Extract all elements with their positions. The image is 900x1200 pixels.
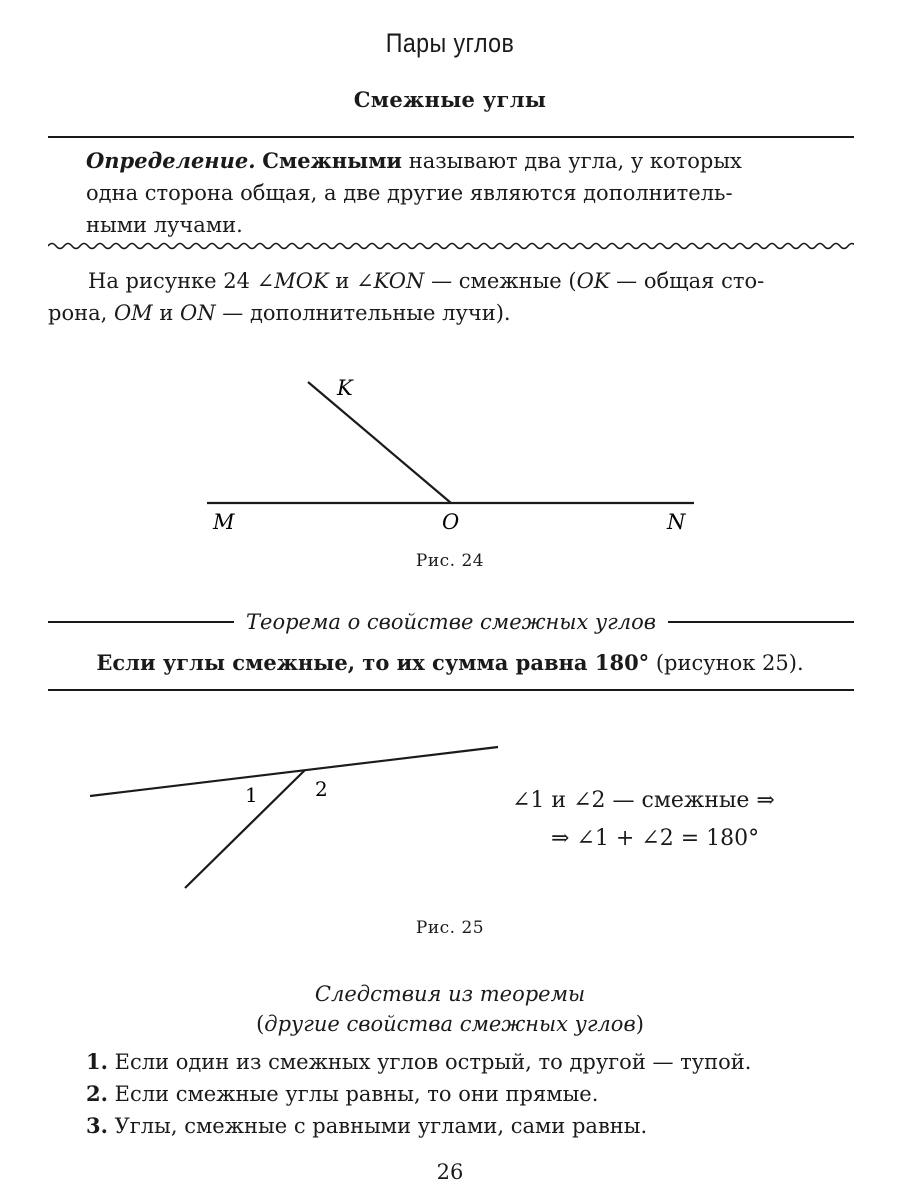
theorem-bottom-rule: [48, 689, 854, 691]
theorem-bold: Если углы смежные, то их сумма равна 180°: [96, 650, 650, 675]
angle-kon: KON: [373, 269, 425, 293]
angle-1-label: 1: [245, 783, 258, 807]
consequences-title: Следствия из теоремы: [314, 982, 586, 1006]
theorem-rule-left: [48, 621, 234, 623]
definition-block: [86, 145, 856, 241]
example-paragraph: [48, 265, 854, 329]
angle-mok: MOK: [274, 269, 329, 293]
ray-om: OM: [113, 301, 153, 325]
theorem-title-row: [48, 610, 854, 634]
definition-term: Смежными: [262, 148, 403, 173]
definition-wavy-rule: [48, 240, 854, 252]
ray-ok: OK: [576, 269, 610, 293]
theorem-text: [0, 647, 900, 679]
example-line-2: [48, 297, 854, 329]
page-title: Пары углов: [385, 28, 515, 58]
consequence-item: [86, 1078, 866, 1110]
definition-label: Определение.: [86, 148, 256, 173]
theorem-rule-right: [668, 621, 854, 623]
theorem-rest: (рисунок 25).: [649, 651, 804, 675]
consequence-number: 3.: [86, 1113, 108, 1138]
consequence-number: 2.: [86, 1081, 108, 1106]
figure-25-caption: Рис. 25: [415, 918, 485, 938]
consequences-subtitle: другие свойства смежных углов: [264, 1012, 636, 1036]
formula-line-1: ∠1 и ∠2 — смежные ⇒: [512, 788, 775, 813]
ray-ok-line: [308, 382, 451, 503]
formula-line-2: ⇒ ∠1 + ∠2 = 180°: [551, 826, 760, 851]
example-text: — дополнительные лучи).: [215, 301, 511, 325]
ray-on: ON: [180, 301, 216, 325]
figure-24: [0, 360, 900, 550]
line-transversal: [90, 747, 498, 796]
consequence-number: 1.: [86, 1049, 108, 1074]
example-text: и: [152, 301, 181, 325]
consequences-subtitle-row: [0, 1012, 900, 1036]
consequence-text: Углы, смежные с равными углами, сами равны.: [107, 1114, 648, 1138]
example-text: — смежные (: [424, 269, 577, 293]
paren-close: ): [635, 1012, 644, 1036]
example-text: и ∠: [328, 269, 374, 293]
label-m: M: [213, 510, 235, 534]
example-line-1: [48, 265, 854, 297]
figure-25: [0, 730, 520, 900]
section-title: Смежные углы: [353, 87, 547, 112]
page-number: 26: [436, 1160, 464, 1184]
definition-line-2: одна сторона общая, а две другие являются дополнитель-: [86, 181, 733, 205]
example-text: На рисунке 24 ∠: [88, 269, 275, 293]
label-o: O: [442, 510, 460, 534]
figure-24-caption: Рис. 24: [415, 551, 485, 571]
example-text: рона,: [48, 301, 114, 325]
definition-line-1: [86, 145, 856, 177]
consequence-item: [86, 1110, 866, 1142]
label-n: N: [667, 510, 686, 534]
consequence-text: Если смежные углы равны, то они прямые.: [107, 1082, 599, 1106]
consequence-text: Если один из смежных углов острый, то другой — тупой.: [107, 1050, 752, 1074]
definition-line-3: ными лучами.: [86, 213, 243, 237]
example-text: — общая сто-: [609, 269, 765, 293]
theorem-title: Теорема о свойстве смежных углов: [246, 610, 656, 634]
label-k: K: [337, 376, 353, 400]
paren-open: (: [256, 1012, 265, 1036]
definition-line1-rest: называют два угла, у которых: [408, 149, 742, 173]
consequence-item: [86, 1046, 866, 1078]
angle-2-label: 2: [315, 777, 328, 801]
definition-top-rule: [48, 136, 854, 138]
